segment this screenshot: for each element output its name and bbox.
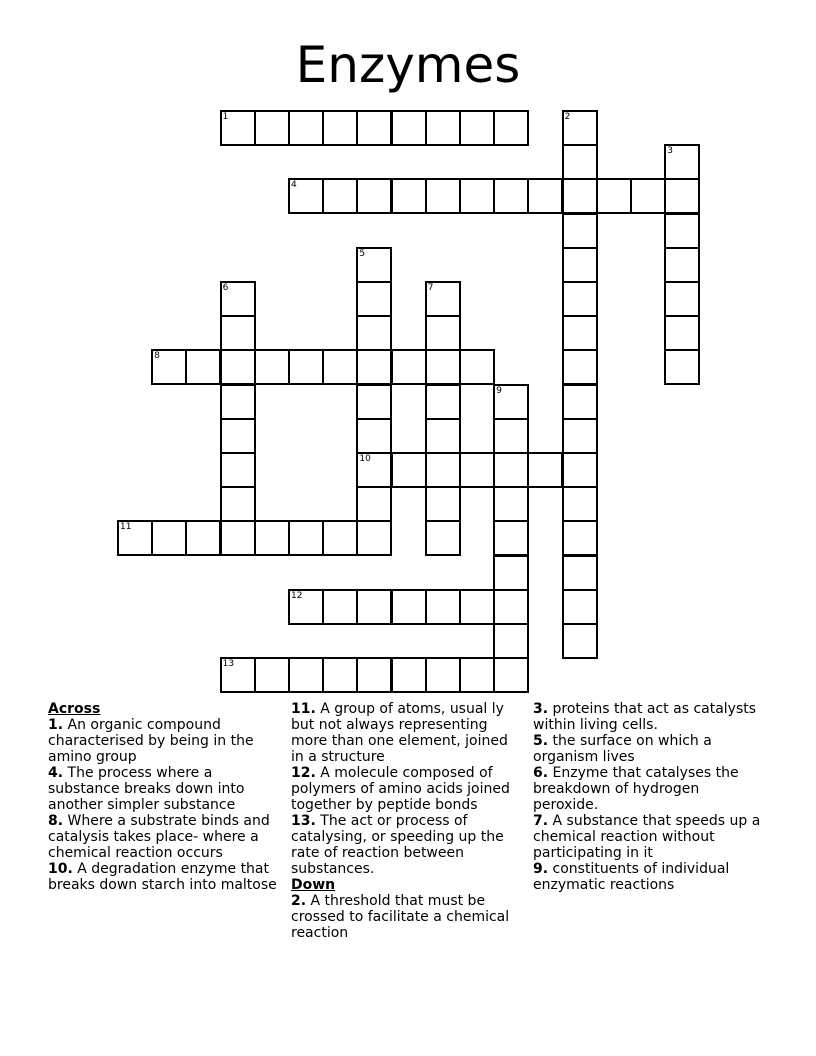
grid-cell[interactable] [664,178,700,214]
clue-text: Enzyme that catalyses the breakdown of hydrogen peroxide. [533,765,739,813]
clue-number: 6. [533,765,549,781]
clues-column-1 [48,701,278,893]
grid-cell[interactable] [493,555,529,591]
grid-cell[interactable] [664,281,700,317]
grid-cell[interactable] [288,520,324,556]
grid-cell[interactable] [562,418,598,454]
clue-number: 7. [533,813,549,829]
grid-cell[interactable] [562,384,598,420]
grid-cell[interactable] [220,384,256,420]
grid-cell[interactable] [425,657,461,693]
grid-cell[interactable] [425,110,461,146]
grid-cell[interactable] [459,110,495,146]
grid-cell[interactable] [356,520,392,556]
grid-cell[interactable] [288,657,324,693]
grid-cell[interactable] [664,349,700,385]
grid-cell[interactable] [322,349,358,385]
clue-text: A threshold that must be crossed to facilitate a chemical reaction [291,893,510,941]
grid-cell[interactable] [220,486,256,522]
clue-text: A substance that speeds up a chemical reaction without participating in it [533,813,761,861]
across-clue-list-continued [291,701,523,877]
grid-cell[interactable] [493,589,529,625]
clue-item [291,813,523,877]
grid-cell[interactable] [220,418,256,454]
grid-cell[interactable] [527,178,563,214]
grid-cell[interactable] [562,144,598,180]
grid-cell[interactable] [493,178,529,214]
clue-text: The act or process of catalysing, or speeding up the rate of reaction between substances. [291,813,504,877]
grid-cell[interactable] [391,657,427,693]
grid-cell[interactable] [254,110,290,146]
grid-cell[interactable] [322,178,358,214]
clue-text: the surface on which a organism lives [533,733,712,765]
grid-cell[interactable] [356,281,392,317]
clue-item [291,765,523,813]
grid-cell[interactable] [391,452,427,488]
grid-cell[interactable] [254,520,290,556]
across-heading: Across [48,701,101,717]
clue-text: proteins that act as catalysts within living cells. [533,701,757,733]
grid-cell[interactable] [562,349,598,385]
grid-cell[interactable] [493,418,529,454]
grid-cell[interactable] [322,110,358,146]
grid-cell[interactable] [322,520,358,556]
clue-item [291,893,523,941]
clue-number: 8. [48,813,64,829]
clue-number: 3. [533,701,549,717]
cell-number: 4 [291,180,297,191]
clue-item [48,717,278,765]
grid-cell[interactable] [425,452,461,488]
grid-cell[interactable] [562,315,598,351]
clue-number: 9. [533,861,549,877]
grid-cell[interactable] [425,178,461,214]
clue-item [533,861,768,893]
clue-text: Where a substrate binds and catalysis takes place- where a chemical reaction occurs [48,813,270,861]
grid-cell[interactable] [356,657,392,693]
grid-cell[interactable] [322,657,358,693]
grid-cell[interactable] [356,384,392,420]
clues-column-2 [291,701,523,941]
clue-text: A group of atoms, usual ly but not always representing more than one element, joined in a structure [291,701,508,765]
grid-cell[interactable] [562,589,598,625]
clue-number: 10. [48,861,73,877]
cell-number: 3 [667,146,673,157]
grid-cell[interactable] [493,486,529,522]
grid-cell[interactable] [493,520,529,556]
grid-cell[interactable] [664,247,700,283]
grid-cell[interactable] [425,384,461,420]
grid-cell[interactable] [356,486,392,522]
grid-cell[interactable] [425,520,461,556]
grid-cell[interactable] [562,555,598,591]
grid-cell[interactable] [356,349,392,385]
grid-cell[interactable] [493,452,529,488]
cell-number: 12 [291,590,303,601]
clue-item [291,701,523,765]
grid-cell[interactable] [391,178,427,214]
grid-cell[interactable] [425,418,461,454]
grid-cell[interactable] [220,349,256,385]
grid-cell[interactable] [459,589,495,625]
grid-cell[interactable] [391,349,427,385]
grid-cell[interactable] [425,589,461,625]
down-heading: Down [291,877,336,893]
grid-cell[interactable] [322,589,358,625]
clue-number: 2. [291,893,307,909]
clue-item [533,765,768,813]
clue-text: constituents of individual enzymatic reactions [533,861,730,893]
clue-number: 12. [291,765,316,781]
cell-number: 6 [222,283,229,293]
grid-cell[interactable] [562,178,598,214]
down-clue-list [291,893,523,941]
grid-cell[interactable] [356,110,392,146]
puzzle-title: Enzymes [295,36,521,94]
grid-cell[interactable] [220,452,256,488]
grid-cell[interactable] [630,178,666,214]
grid-cell[interactable] [425,486,461,522]
clue-number: 4. [48,765,64,781]
grid-cell[interactable] [356,178,392,214]
grid-cell[interactable] [254,349,290,385]
grid-cell[interactable] [493,110,529,146]
grid-cell[interactable] [596,178,632,214]
clue-item [533,701,768,733]
cell-number: 5 [359,248,366,259]
clue-item [533,813,768,861]
grid-cell[interactable] [664,213,700,249]
clue-item [48,765,278,813]
grid-cell[interactable] [664,315,700,351]
grid-cell[interactable] [220,315,256,351]
grid-cell[interactable] [562,486,598,522]
grid-cell[interactable] [527,452,563,488]
cell-number: 8 [154,351,160,362]
grid-cell[interactable] [288,110,324,146]
grid-cell[interactable] [562,247,598,283]
grid-cell[interactable] [562,623,598,659]
grid-cell[interactable] [151,520,187,556]
grid-cell[interactable] [185,349,221,385]
grid-cell[interactable] [459,349,495,385]
cell-number: 13 [222,659,235,670]
down-clue-list-continued [533,701,768,893]
clue-text: A molecule composed of polymers of amino acids joined together by peptide bonds [291,765,510,813]
grid-cell[interactable] [288,349,324,385]
grid-cell[interactable] [493,657,529,693]
grid-cell[interactable] [391,110,427,146]
clue-text: The process where a substance breaks down into another simpler substance [48,765,245,813]
cell-number: 1 [222,112,229,122]
across-clue-list [48,717,278,893]
grid-cell[interactable] [356,589,392,625]
clue-number: 1. [48,717,64,733]
grid-cell[interactable] [356,418,392,454]
grid-cell[interactable] [493,623,529,659]
clue-text: An organic compound characterised by being in the amino group [48,717,254,765]
clues-column-3 [533,701,768,893]
clue-number: 13. [291,813,316,829]
grid-cell[interactable] [185,520,221,556]
grid-cell[interactable] [459,452,495,488]
cell-number: 9 [496,385,502,396]
cell-number: 11 [120,522,132,533]
clue-number: 5. [533,733,549,749]
grid-cell[interactable] [425,315,461,351]
clue-item [48,861,278,893]
cell-number: 10 [359,454,371,464]
grid-cell[interactable] [459,657,495,693]
clue-number: 11. [291,701,316,717]
grid-cell[interactable] [562,520,598,556]
clue-text: A degradation enzyme that breaks down starch into maltose [48,861,277,893]
grid-cell[interactable] [391,589,427,625]
grid-cell[interactable] [356,315,392,351]
clue-item [533,733,768,765]
grid-cell[interactable] [254,657,290,693]
cell-number: 7 [427,283,434,293]
grid-cell[interactable] [562,213,598,249]
cell-number: 2 [564,112,571,122]
grid-cell[interactable] [562,281,598,317]
clue-item [48,813,278,861]
grid-cell[interactable] [220,520,256,556]
grid-cell[interactable] [425,349,461,385]
grid-cell[interactable] [562,452,598,488]
grid-cell[interactable] [459,178,495,214]
